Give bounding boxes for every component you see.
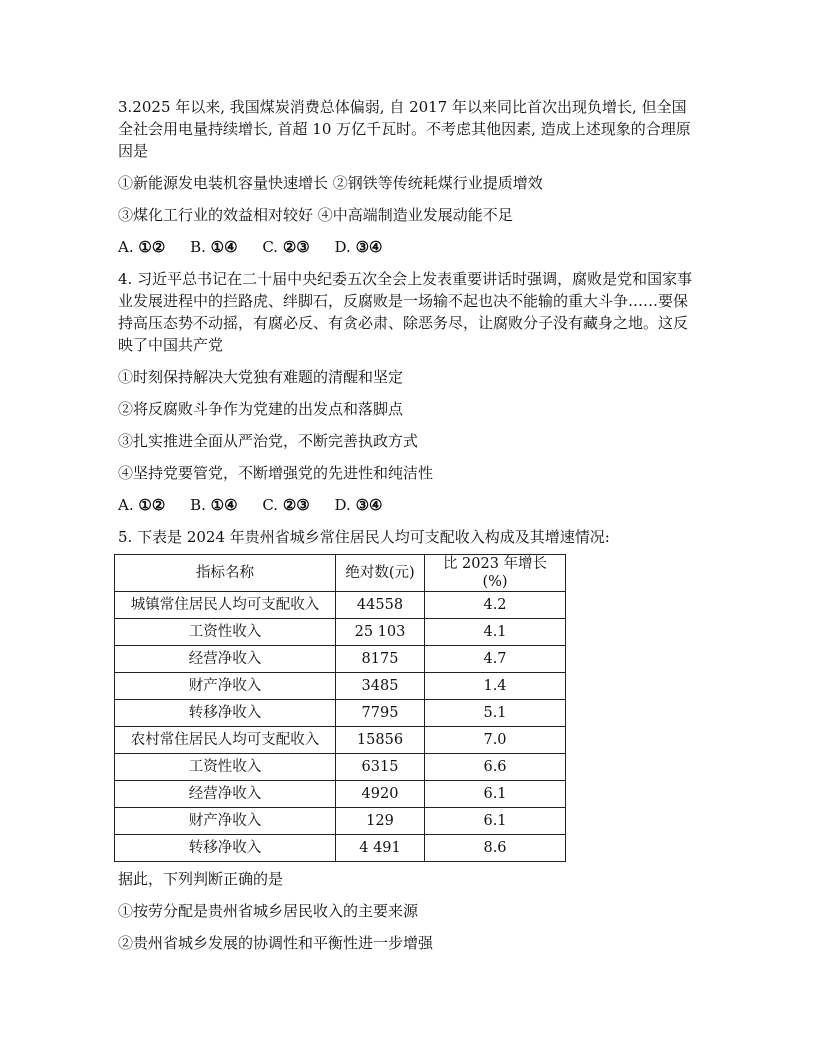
question-4-stem: 4. 习近平总书记在二十届中央纪委五次全会上发表重要讲话时强调，腐败是党和国家事业发展进程中的拦路虎、绊脚石，反腐败是一场输不起也决不能输的重大斗争……要保持高压态势不动摇，有腐必反、有贪必肃、除恶务尽，让腐败分子没有藏身之地。这反映了中国共产党 <box>118 270 693 354</box>
choice-value: ①④ <box>210 238 238 256</box>
question-3-options-line-2: ③煤化工行业的效益相对较好 ④中高端制造业发展动能不足 <box>118 206 513 224</box>
question-3-choices <box>118 236 700 258</box>
table-cell: 城镇常住居民人均可支配收入 <box>115 592 336 619</box>
table-header-cell: 绝对数(元) <box>336 555 425 592</box>
question-3-stem: 3.2025 年以来, 我国煤炭消费总体偏弱, 自 2017 年以来同比首次出现负增长, 但全国全社会用电量持续增长, 首超 10 万亿千瓦时。不考虑其他因素, 造成上述现象的合理原因是 <box>118 98 691 160</box>
table-cell: 7795 <box>336 700 425 727</box>
table-cell: 4.1 <box>425 619 566 646</box>
choice-value: ①② <box>138 238 166 256</box>
table-cell: 6315 <box>336 754 425 781</box>
table-header-cell: 比 2023 年增长 (%) <box>425 555 566 592</box>
choice-b <box>190 236 237 258</box>
table-cell: 1.4 <box>425 673 566 700</box>
table-row <box>115 619 566 646</box>
table-row <box>115 700 566 727</box>
choice-c <box>262 236 309 258</box>
table-cell: 财产净收入 <box>115 808 336 835</box>
choice-value: ②③ <box>282 238 310 256</box>
table-cell: 经营净收入 <box>115 646 336 673</box>
table-cell: 农村常住居民人均可支配收入 <box>115 727 336 754</box>
table-row <box>115 646 566 673</box>
choice-a <box>118 236 165 258</box>
question-4-option-3: ③扎实推进全面从严治党，不断完善执政方式 <box>118 432 419 450</box>
question-5-prompt: 据此，下列判断正确的是 <box>118 870 284 888</box>
choice-letter: D. <box>334 496 351 514</box>
table-cell: 转移净收入 <box>115 700 336 727</box>
choice-letter: B. <box>190 496 206 514</box>
choice-d <box>335 494 383 516</box>
choice-value: ②③ <box>282 496 310 514</box>
question-4-option-4: ④坚持党要管党，不断增强党的先进性和纯洁性 <box>118 464 434 482</box>
choice-letter: D. <box>334 238 351 256</box>
table-cell: 8175 <box>336 646 425 673</box>
table-row <box>115 727 566 754</box>
table-cell: 工资性收入 <box>115 754 336 781</box>
question-5-stem: 5. 下表是 2024 年贵州省城乡常住居民人均可支配收入构成及其增速情况: <box>118 528 610 546</box>
choice-d <box>335 236 383 258</box>
table-cell: 44558 <box>336 592 425 619</box>
choice-c <box>262 494 309 516</box>
choice-value: ③④ <box>355 238 383 256</box>
table-row <box>115 781 566 808</box>
table-cell: 6.1 <box>425 781 566 808</box>
question-4-option-2: ②将反腐败斗争作为党建的出发点和落脚点 <box>118 400 404 418</box>
table-header-cell: 指标名称 <box>115 555 336 592</box>
table-cell: 6.6 <box>425 754 566 781</box>
choice-letter: C. <box>262 496 279 514</box>
table-cell: 129 <box>336 808 425 835</box>
table-row <box>115 754 566 781</box>
table-cell: 6.1 <box>425 808 566 835</box>
table-row <box>115 673 566 700</box>
exam-page <box>118 96 700 964</box>
table-body <box>115 592 566 862</box>
income-table <box>114 554 566 862</box>
table-cell: 4.7 <box>425 646 566 673</box>
choice-a <box>118 494 165 516</box>
question-5-option-1: ①按劳分配是贵州省城乡居民收入的主要来源 <box>118 902 419 920</box>
table-cell: 财产净收入 <box>115 673 336 700</box>
choice-letter: A. <box>118 238 134 256</box>
table-cell: 经营净收入 <box>115 781 336 808</box>
choice-letter: A. <box>118 496 134 514</box>
question-4-option-1: ①时刻保持解决大党独有难题的清醒和坚定 <box>118 368 404 386</box>
table-cell: 8.6 <box>425 835 566 862</box>
choice-letter: B. <box>190 238 206 256</box>
table-cell: 4.2 <box>425 592 566 619</box>
table-row <box>115 592 566 619</box>
table-cell: 转移净收入 <box>115 835 336 862</box>
choice-value: ①④ <box>210 496 238 514</box>
choice-letter: C. <box>262 238 279 256</box>
table-row <box>115 808 566 835</box>
choice-value: ③④ <box>355 496 383 514</box>
table-cell: 5.1 <box>425 700 566 727</box>
table-cell: 7.0 <box>425 727 566 754</box>
table-row <box>115 835 566 862</box>
choice-b <box>190 494 237 516</box>
choice-value: ①② <box>138 496 166 514</box>
table-cell: 4 491 <box>336 835 425 862</box>
question-5-option-2: ②贵州省城乡发展的协调性和平衡性进一步增强 <box>118 934 434 952</box>
table-cell: 3485 <box>336 673 425 700</box>
table-cell: 25 103 <box>336 619 425 646</box>
table-cell: 4920 <box>336 781 425 808</box>
table-cell: 15856 <box>336 727 425 754</box>
question-3-options-line-1: ①新能源发电装机容量快速增长 ②钢铁等传统耗煤行业提质增效 <box>118 174 543 192</box>
question-4-choices <box>118 494 700 516</box>
table-header-row <box>115 555 566 592</box>
table-cell: 工资性收入 <box>115 619 336 646</box>
